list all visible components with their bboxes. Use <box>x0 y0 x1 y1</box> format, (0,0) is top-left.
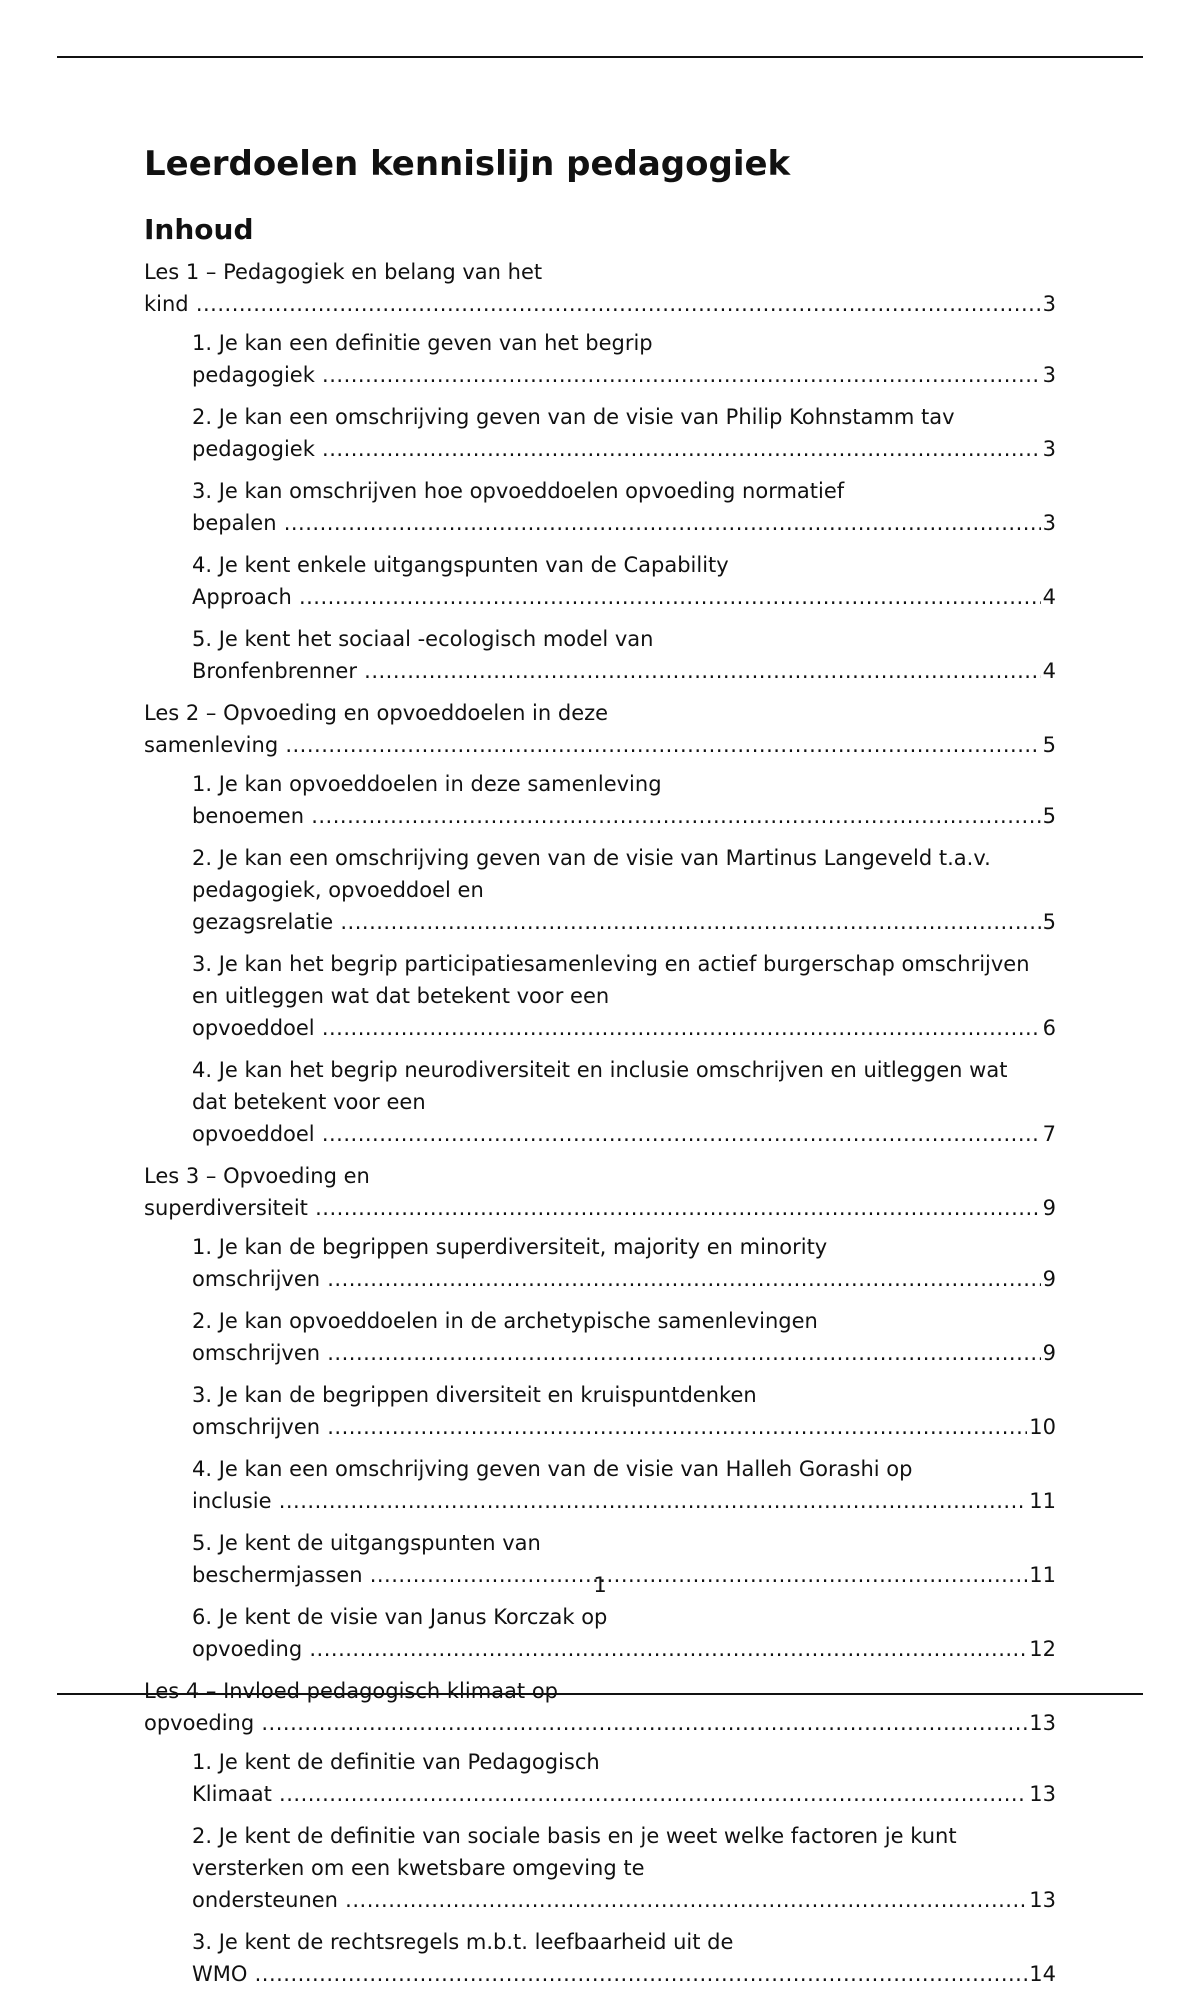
toc-page-number: 3 <box>1041 288 1056 320</box>
toc-entry[interactable]: 5. Je kent het sociaal -ecologisch model van Bronfenbrenner ..... 4 <box>144 623 1056 687</box>
toc-page-number: 3 <box>1041 433 1056 465</box>
toc-entry-les-1[interactable]: Les 1 – Pedagogiek en belang van het kind ..... 3 <box>144 256 1056 320</box>
toc-page-number: 4 <box>1041 655 1056 687</box>
document-title: Leerdoelen kennislijn pedagogiek <box>144 144 791 184</box>
toc-entry[interactable]: 2. Je kan een omschrijving geven van de visie van Martinus Langeveld t.a.v. pedagogiek, opvoeddoel en gezagsrelatie ..... 5 <box>144 842 1056 938</box>
toc-page-number: 3 <box>1041 507 1056 539</box>
toc-page-number: 13 <box>1027 1707 1056 1739</box>
toc-page-number: 13 <box>1027 1884 1056 1916</box>
toc-entry[interactable]: 6. Je kent de visie van Janus Korczak op opvoeding ..... 12 <box>144 1601 1056 1665</box>
toc-page-number: 11 <box>1027 1485 1056 1517</box>
toc-entry-les-2[interactable]: Les 2 – Opvoeding en opvoeddoelen in deze samenleving ..... 5 <box>144 697 1056 761</box>
toc-entry[interactable]: 2. Je kan een omschrijving geven van de visie van Philip Kohnstamm tav pedagogiek ..... 3 <box>144 401 1056 465</box>
toc-page-number: 6 <box>1041 1012 1056 1044</box>
toc-entry[interactable]: 4. Je kan een omschrijving geven van de visie van Halleh Gorashi op inclusie ..... 11 <box>144 1453 1056 1517</box>
toc-entry-les-3[interactable]: Les 3 – Opvoeding en superdiversiteit ..... 9 <box>144 1160 1056 1224</box>
toc-page-number: 5 <box>1041 906 1056 938</box>
toc-entry[interactable]: 2. Je kan opvoeddoelen in de archetypische samenlevingen omschrijven ..... 9 <box>144 1305 1056 1369</box>
toc-heading: Inhoud <box>144 213 254 246</box>
toc-page-number: 14 <box>1027 1958 1056 1990</box>
toc-entry[interactable]: 3. Je kan de begrippen diversiteit en kruispuntdenken omschrijven ..... 10 <box>144 1379 1056 1443</box>
table-of-contents <box>144 256 1056 1990</box>
toc-page-number: 7 <box>1041 1118 1056 1150</box>
toc-page-number: 9 <box>1041 1337 1056 1369</box>
toc-page-number: 10 <box>1027 1411 1056 1443</box>
toc-entry[interactable]: 1. Je kan opvoeddoelen in deze samenleving benoemen ..... 5 <box>144 768 1056 832</box>
toc-entry[interactable]: 3. Je kent de rechtsregels m.b.t. leefbaarheid uit de WMO ..... 14 <box>144 1926 1056 1990</box>
footer-rule <box>57 1693 1143 1695</box>
toc-page-number: 9 <box>1041 1263 1056 1295</box>
toc-page-number: 13 <box>1027 1778 1056 1810</box>
toc-page-number: 5 <box>1041 800 1056 832</box>
toc-entry[interactable]: 3. Je kan het begrip participatiesamenleving en actief burgerschap omschrijven en uitleggen wat dat betekent voor een opvoeddoel ..... 6 <box>144 948 1056 1044</box>
toc-page-number: 3 <box>1041 359 1056 391</box>
document-body <box>144 138 1056 2000</box>
toc-entry[interactable]: 1. Je kent de definitie van Pedagogisch Klimaat ..... 13 <box>144 1746 1056 1810</box>
toc-entry[interactable]: 4. Je kent enkele uitgangspunten van de Capability Approach ..... 4 <box>144 549 1056 613</box>
toc-page-number: 12 <box>1027 1633 1056 1665</box>
page-number: 1 <box>593 1573 607 1597</box>
toc-entry[interactable]: 5. Je kent de uitgangspunten van beschermjassen ..... 11 <box>144 1527 1056 1591</box>
toc-entry[interactable]: 2. Je kent de definitie van sociale basis en je weet welke factoren je kunt versterken om een kwetsbare omgeving te ondersteunen ..... 13 <box>144 1820 1056 1916</box>
toc-page-number: 4 <box>1041 581 1056 613</box>
toc-entry[interactable]: 3. Je kan omschrijven hoe opvoeddoelen opvoeding normatief bepalen ..... 3 <box>144 475 1056 539</box>
toc-entry[interactable]: 4. Je kan het begrip neurodiversiteit en inclusie omschrijven en uitleggen wat dat betekent voor een opvoeddoel ..... 7 <box>144 1054 1056 1150</box>
header-rule <box>57 56 1143 58</box>
toc-page-number: 9 <box>1041 1192 1056 1224</box>
toc-entry[interactable]: 1. Je kan een definitie geven van het begrip pedagogiek ..... 3 <box>144 327 1056 391</box>
toc-entry[interactable]: 1. Je kan de begrippen superdiversiteit, majority en minority omschrijven ..... 9 <box>144 1231 1056 1295</box>
toc-entry-les-4[interactable]: Les 4 – Invloed pedagogisch klimaat op opvoeding ..... 13 <box>144 1675 1056 1739</box>
toc-page-number: 11 <box>1027 1559 1056 1591</box>
toc-page-number: 5 <box>1041 729 1056 761</box>
